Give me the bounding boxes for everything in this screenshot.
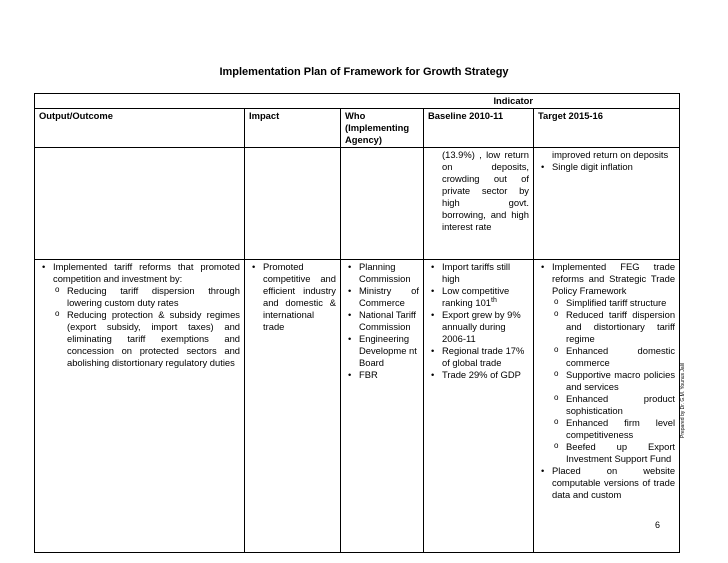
- column-header-row: [35, 109, 680, 148]
- agency-item: • Planning Commission: [359, 261, 419, 285]
- output-cell: [35, 260, 245, 553]
- baseline-ranking-text: Low competitive ranking 101: [442, 285, 510, 308]
- continued-who-cell: [341, 148, 424, 260]
- continued-target-cell: [534, 148, 680, 260]
- who-cell: [341, 260, 424, 553]
- indicator-header: Indicator: [35, 94, 680, 109]
- impact-header: Impact: [245, 109, 341, 148]
- agency-item: • National Tariff Commission: [359, 309, 419, 333]
- target-item: • Placed on website computable versions of trade data and custom: [552, 465, 675, 501]
- target-sub-item: o Enhanced domestic commerce: [566, 345, 675, 369]
- who-header: Who (Implementing Agency): [341, 109, 424, 148]
- agency-item: • Ministry of Commerce: [359, 285, 419, 309]
- agency-item: • Engineering Developme nt Board: [359, 333, 419, 369]
- continued-row: [35, 148, 680, 260]
- indicator-header-row: [35, 94, 680, 109]
- page-title: Implementation Plan of Framework for Growth Strategy: [219, 66, 509, 78]
- baseline-item: [442, 285, 529, 309]
- baseline-item: • Regional trade 17% of global trade: [442, 345, 529, 369]
- impact-text: • Promoted competitive and efficient industry and domestic & international trade: [263, 261, 336, 333]
- target-cell: [534, 260, 680, 553]
- output-main-text: Implemented tariff reforms that promoted competition and investment by:: [53, 261, 240, 284]
- list-item: [552, 261, 675, 465]
- impact-cell: [245, 260, 341, 553]
- target-sub-item: o Enhanced firm level competitiveness: [566, 417, 675, 441]
- target-sub-item: o Supportive macro policies and services: [566, 369, 675, 393]
- target-sub-item: o Simplified tariff structure: [566, 297, 675, 309]
- target-sub-item: o Beefed up Export Investment Support Fund: [566, 441, 675, 465]
- baseline-header: Baseline 2010-11: [424, 109, 534, 148]
- agency-item: • FBR: [359, 369, 419, 381]
- output-sub-item: o Reducing protection & subsidy regimes (export subsidy, import taxes) and eliminating tariff exemptions and concession on protected sectors and abolishing distortionary regulatory duties: [67, 309, 240, 369]
- list-item: [53, 261, 240, 369]
- page-number: 6: [655, 520, 661, 530]
- target-main-text: Implemented FEG trade reforms and Strategic Trade Policy Framework: [552, 261, 676, 296]
- baseline-item: • Trade 29% of GDP: [442, 369, 529, 381]
- continued-impact-cell: [245, 148, 341, 260]
- continued-target-bullet: • Single digit inflation: [552, 161, 675, 173]
- target-sub-item: o Enhanced product sophistication: [566, 393, 675, 417]
- output-sub-item: o Reducing tariff dispersion through lowering custom duty rates: [67, 285, 240, 309]
- baseline-cell: [424, 260, 534, 553]
- output-header: Output/Outcome: [35, 109, 245, 148]
- author-note: Prepared by Dr. G.M. Younus Jalil: [680, 362, 686, 438]
- continued-target-text: improved return on deposits: [552, 149, 669, 160]
- implementation-plan-table: [34, 93, 680, 553]
- baseline-item: • Import tariffs still high: [442, 261, 529, 285]
- continued-baseline-cell: [424, 148, 534, 260]
- baseline-ranking-suffix: th: [491, 296, 497, 304]
- baseline-item: • Export grew by 9% annually during 2006-11: [442, 309, 529, 345]
- target-sub-item: o Reduced tariff dispersion and distortionary tariff regime: [566, 309, 675, 345]
- continued-baseline-text: (13.9%) , low return on deposits, crowding out of private sector by high govt. borrowing, and high interest rate: [442, 149, 529, 232]
- tariff-reform-row: [35, 260, 680, 553]
- target-header: Target 2015-16: [534, 109, 680, 148]
- continued-output-cell: [35, 148, 245, 260]
